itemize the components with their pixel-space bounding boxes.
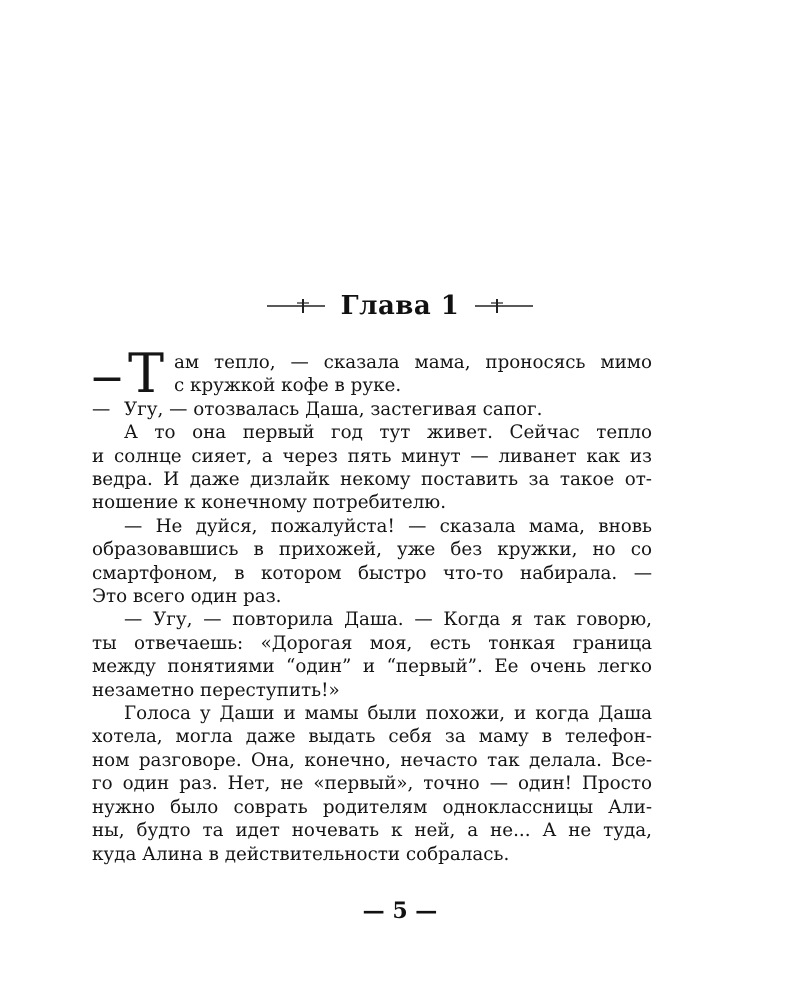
text-line: незаметно переступить!» <box>92 679 340 701</box>
text-line: ты отвечаешь: «Дорогая моя, есть тонкая граница <box>92 632 652 654</box>
chapter-heading <box>0 286 800 326</box>
body-text <box>92 342 652 866</box>
ornament-right-icon <box>473 296 535 316</box>
paragraph <box>92 421 652 515</box>
dialog-text: Угу, — отозвалась Даша, застегивая сапог. <box>124 398 543 420</box>
opening-paragraph <box>92 342 652 405</box>
text-line: с кружкой кофе в руке. <box>174 375 402 397</box>
text-line: нужно было соврать родителям одноклассницы Али- <box>92 796 652 818</box>
text-line: — Не дуйся, пожалуйста! — сказала мама, вновь <box>124 515 652 537</box>
text-line: ам тепло, — сказала мама, проносясь мимо <box>174 352 652 373</box>
dialog-paragraph <box>92 398 652 421</box>
text-line: куда Алина в действительности собралась. <box>92 843 510 865</box>
text-line: А то она первый год тут живет. Сейчас тепло <box>124 422 652 444</box>
text-line: хотела, могла даже выдать себя за маму в телефон- <box>92 726 652 748</box>
dialog-dash: — <box>92 398 111 420</box>
dropcap-letter: Т <box>128 342 165 405</box>
text-line: между понятиями “один” и “первый”. Ее очень легко <box>92 656 652 678</box>
text-line: — Угу, — повторила Даша. — Когда я так говорю, <box>124 609 652 631</box>
text-line: ны, будто та идет ночевать к ней, а не... А не туда, <box>92 820 652 842</box>
dropcap-dash: — <box>92 360 122 395</box>
text-line: Это всего один раз. <box>92 586 282 608</box>
page-number: — 5 — <box>362 898 438 924</box>
text-line: ношение к конечному потребителю. <box>92 492 447 514</box>
ornament-left-icon <box>265 296 327 316</box>
text-line: образовавшись в прихожей, уже без кружки, но со <box>92 539 652 561</box>
text-line: ном разговоре. Она, конечно, нечасто так делала. Все- <box>92 749 652 771</box>
text-line: смартфоном, в котором быстро что-то набирала. — <box>92 562 652 584</box>
chapter-title: Глава 1 <box>340 291 460 321</box>
text-line: ведра. И даже дизлайк некому поставить за такое от- <box>92 469 652 491</box>
text-line: и солнце сияет, а через пять минут — ливанет как из <box>92 445 652 467</box>
text-line: го один раз. Нет, не «первый», точно — один! Просто <box>92 773 652 795</box>
paragraph <box>92 702 652 866</box>
paragraph <box>92 515 652 609</box>
text-line: Голоса у Даши и мамы были похожи, и когда Даша <box>124 703 652 725</box>
paragraph <box>92 608 652 702</box>
dropcap-lines <box>174 351 652 398</box>
